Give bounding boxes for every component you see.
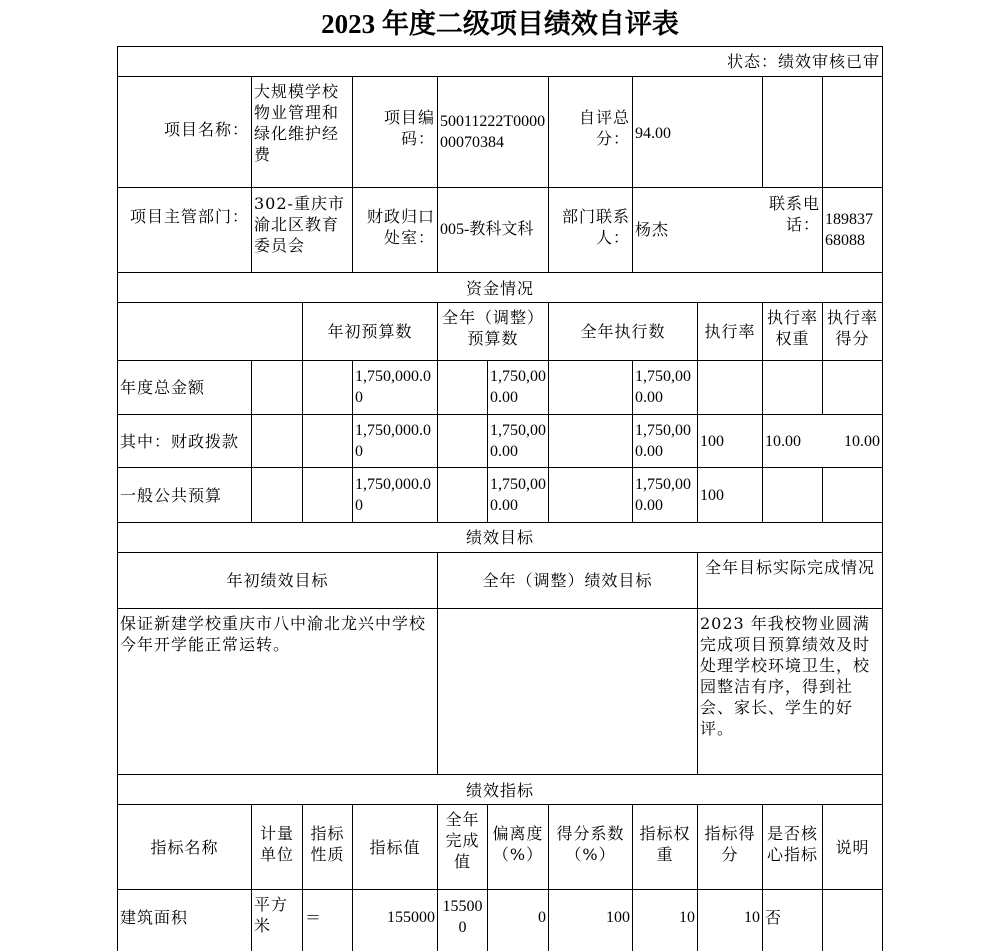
indicators-section-title: 绩效指标 (465, 781, 534, 800)
contact-label: 部门联系人： (561, 207, 630, 247)
phone-value: 18983768088 (825, 211, 873, 249)
goals-header-adjusted: 全年（调整）绩效目标 (482, 571, 653, 590)
contact-value: 杨杰 (635, 220, 670, 239)
funds-header-initial: 年初预算数 (327, 322, 413, 341)
funds-row-rate: 100 (700, 487, 724, 504)
indicator-core: 否 (765, 908, 783, 927)
indicator-note (823, 906, 882, 930)
page-title: 2023 年度二级项目绩效自评表 (321, 9, 679, 39)
indicators-header: 指标性质 (310, 824, 345, 864)
indicator-name: 建筑面积 (120, 908, 189, 927)
indicator-deviation: 0 (538, 909, 546, 926)
indicator-nature: ＝ (305, 908, 323, 927)
indicators-header: 指标名称 (150, 838, 219, 857)
indicators-header: 全年完成值 (445, 810, 480, 871)
funds-row-adjusted: 1,750,000.00 (490, 368, 546, 406)
status-text: 状态：绩效审核已审 (726, 52, 880, 71)
indicators-header: 指标值 (369, 838, 421, 857)
indicators-header: 指标权重 (639, 824, 691, 864)
office-value: 005-教科文科 (440, 221, 534, 238)
funds-row-initial: 1,750,000.00 (355, 368, 431, 406)
funds-header-adjusted: 全年（调整）预算数 (441, 308, 544, 348)
project-name-label: 项目名称： (163, 120, 249, 139)
goals-header-initial: 年初绩效目标 (226, 571, 329, 590)
indicators-header: 说明 (835, 838, 870, 857)
goals-adjusted-text (438, 612, 697, 772)
goals-header-actual: 全年目标实际完成情况 (704, 558, 875, 577)
funds-header-executed: 全年执行数 (580, 322, 666, 341)
dept-value: 302-重庆市渝北区教育委员会 (254, 194, 345, 255)
phone-label: 联系电话： (768, 194, 820, 234)
score-value: 94.00 (635, 125, 671, 142)
indicators-header: 计量单位 (259, 824, 294, 864)
indicator-score: 10 (744, 909, 760, 926)
office-label: 财政归口处室： (366, 207, 435, 247)
funds-header-score: 执行率得分 (826, 308, 878, 348)
indicator-actual: 155000 (442, 898, 483, 936)
indicators-header: 指标得分 (704, 824, 756, 864)
funds-row-executed: 1,750,000.00 (635, 422, 691, 460)
indicators-header: 偏离度（%） (492, 824, 544, 864)
funds-row-initial: 1,750,000.00 (355, 476, 431, 514)
funds-row-adjusted: 1,750,000.00 (490, 422, 546, 460)
funds-header-rate: 执行率 (704, 322, 756, 341)
funds-row-label: 一般公共预算 (120, 486, 223, 505)
funds-section-title: 资金情况 (465, 279, 534, 298)
funds-row-rate: 100 (700, 433, 724, 450)
funds-row-weight: 10.00 (765, 433, 801, 450)
funds-row-initial: 1,750,000.00 (355, 422, 431, 460)
indicators-header: 得分系数（%） (556, 824, 625, 864)
indicators-header: 是否核心指标 (766, 824, 818, 864)
goals-initial-text: 保证新建学校重庆市八中渝北龙兴中学校今年开学能正常运转。 (120, 614, 427, 654)
indicator-target: 155000 (387, 909, 435, 926)
funds-row-executed: 1,750,000.00 (635, 368, 691, 406)
indicator-unit: 平方米 (254, 895, 289, 935)
goals-section-title: 绩效目标 (465, 528, 534, 547)
funds-row-label: 其中：财政拨款 (120, 432, 240, 451)
funds-row-score: 10.00 (844, 433, 880, 450)
goals-actual-text: 2023 年我校物业圆满完成项目预算绩效及时处理学校环境卫生，校园整洁有序，得到社会、家长、学生的好评。 (700, 614, 871, 738)
funds-row-label: 年度总金额 (120, 378, 206, 397)
funds-header-weight: 执行率权重 (766, 308, 818, 348)
project-name-value: 大规模学校物业管理和绿化维护经费 (254, 82, 340, 164)
dept-label: 项目主管部门： (129, 207, 249, 226)
indicator-coef: 100 (606, 909, 630, 926)
indicator-weight: 10 (679, 909, 695, 926)
score-label: 自评总分： (578, 108, 630, 148)
project-code-label: 项目编码： (383, 108, 435, 148)
funds-row-executed: 1,750,000.00 (635, 476, 691, 514)
funds-row-adjusted: 1,750,000.00 (490, 476, 546, 514)
project-code-value: 50011222T000000070384 (440, 113, 546, 151)
